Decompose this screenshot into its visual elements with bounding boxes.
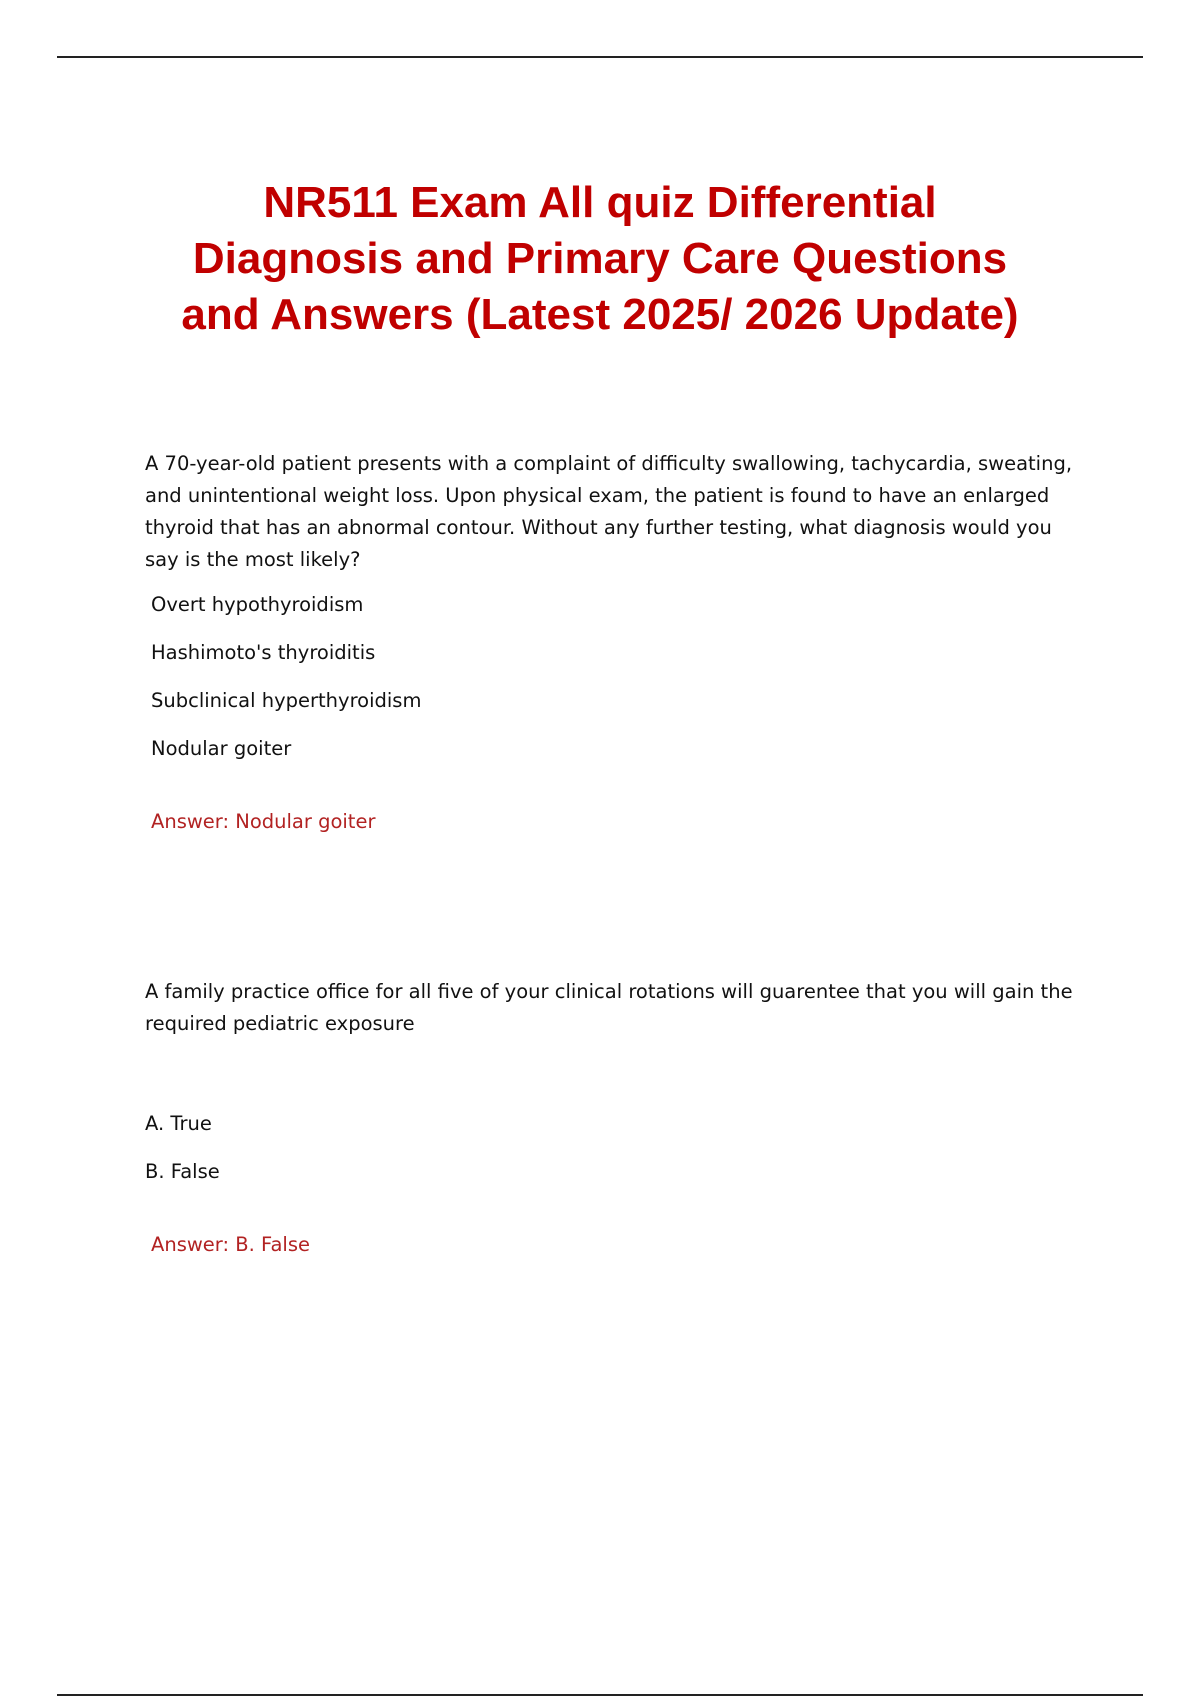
answer-options [145,593,1085,761]
option-overt-hypothyroidism: Overt hypothyroidism [151,593,364,616]
option-false: B. False [145,1160,220,1183]
option-subclinical-hyperthyroidism: Subclinical hyperthyroidism [151,689,422,712]
top-rule [57,56,1143,58]
question-text-line: say is the most likely? [145,548,361,571]
option-hashimotos-thyroiditis: Hashimoto's thyroiditis [151,641,376,664]
answer-text: Answer: B. False [151,1233,310,1256]
title-line: and Answers (Latest 2025/ 2026 Update) [181,290,1019,340]
answer-options [145,1112,1085,1184]
question-text-line: A family practice office for all five of your clinical rotations will guarentee that you will gain the [145,980,1073,1003]
title-line: Diagnosis and Primary Care Questions [192,234,1008,284]
question-text-line: required pediatric exposure [145,1012,415,1035]
question-text-line: A 70-year-old patient presents with a complaint of difficulty swallowing, tachycardia, sweating, [145,452,1073,475]
question-text [145,976,1085,1040]
option-true: A. True [145,1112,212,1135]
question-text [145,448,1085,576]
question-text-line: thyroid that has an abnormal contour. Without any further testing, what diagnosis would you [145,516,1052,539]
bottom-rule [57,1694,1143,1696]
page-title [100,175,1100,343]
answer-text: Answer: Nodular goiter [151,810,376,833]
question-1 [145,448,1085,834]
question-text-line: and unintentional weight loss. Upon physical exam, the patient is found to have an enlarged [145,484,1050,507]
option-nodular-goiter: Nodular goiter [151,737,292,760]
title-line: NR511 Exam All quiz Differential [263,178,937,228]
question-2 [145,976,1085,1257]
